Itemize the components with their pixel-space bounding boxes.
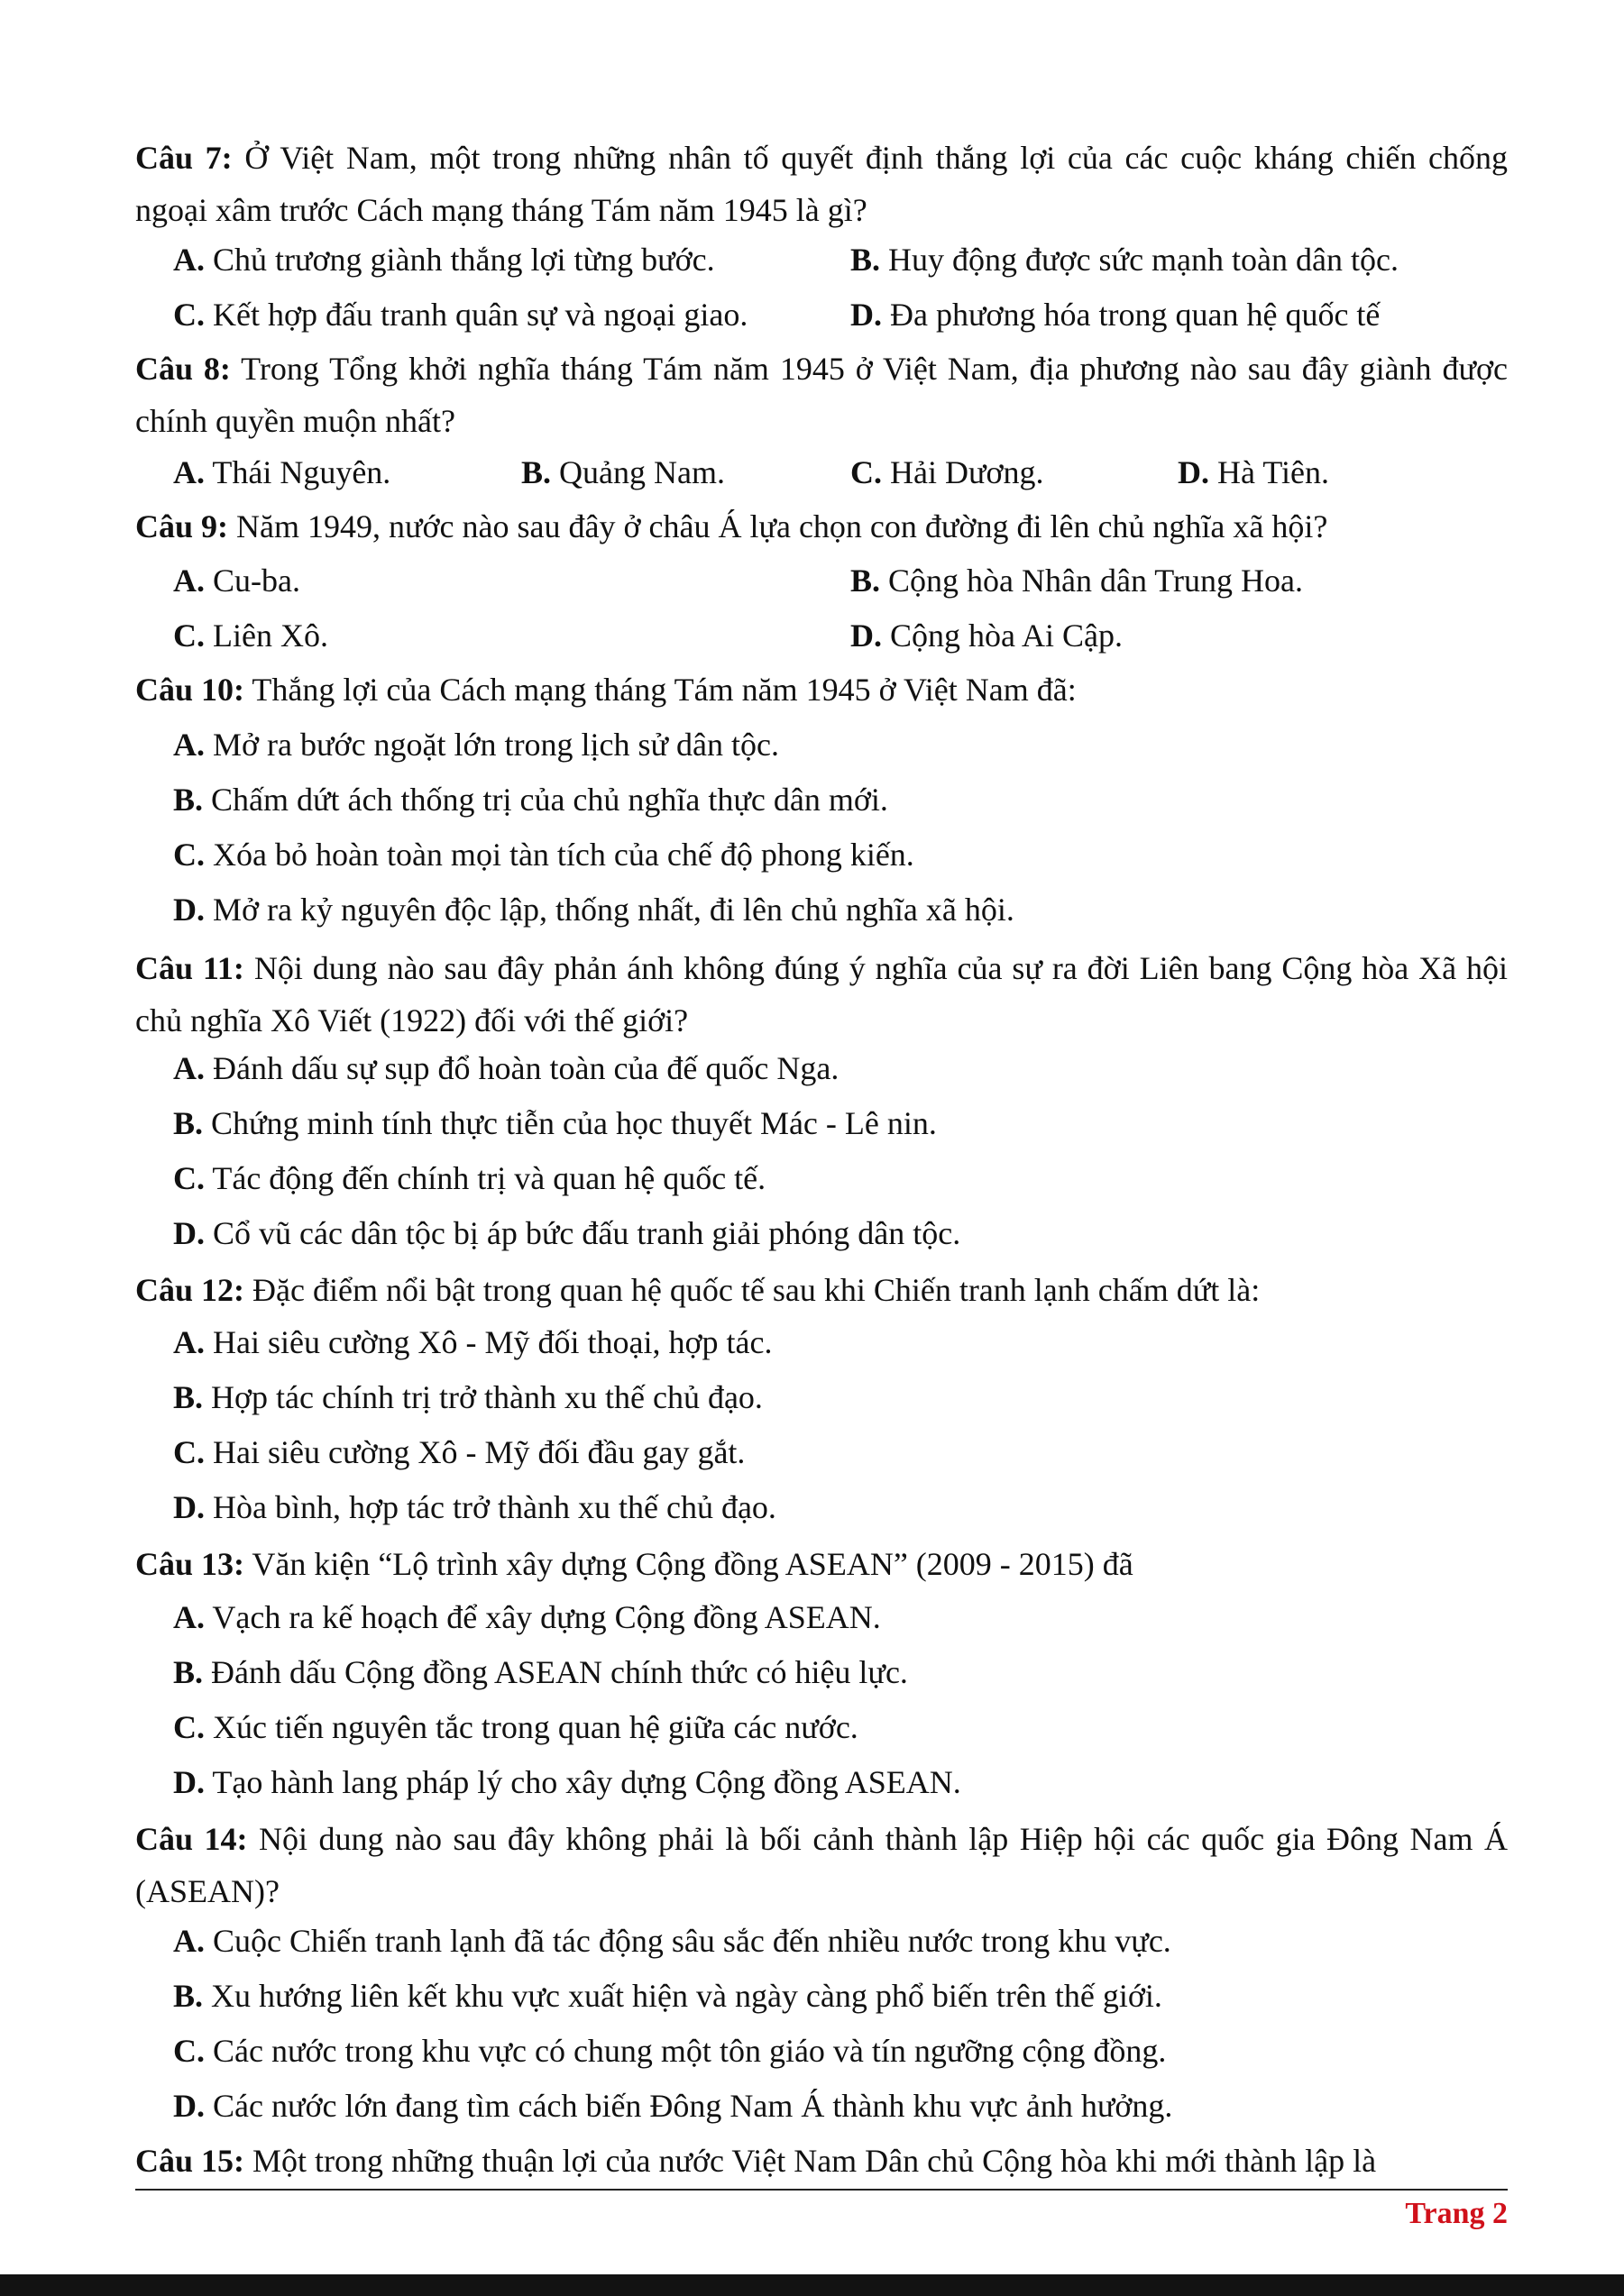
option-d: D. Các nước lớn đang tìm cách biến Đông Nam Á thành khu vực ảnh hưởng. (173, 2088, 1173, 2124)
option-c: C. Hải Dương. (850, 454, 1044, 490)
option-d: D. Cổ vũ các dân tộc bị áp bức đấu tranh giải phóng dân tộc. (173, 1215, 961, 1251)
footer-divider (135, 2189, 1508, 2191)
bottom-edge (0, 2274, 1624, 2296)
option-a: A. Chủ trương giành thắng lợi từng bước. (173, 242, 715, 278)
page-number: Trang 2 (1405, 2197, 1508, 2230)
option-d: D. Hòa bình, hợp tác trở thành xu thế chủ đạo. (173, 1489, 776, 1525)
option-a: A. Cuộc Chiến tranh lạnh đã tác động sâu sắc đến nhiều nước trong khu vực. (173, 1923, 1171, 1959)
option-d: D. Mở ra kỷ nguyên độc lập, thống nhất, đi lên chủ nghĩa xã hội. (173, 892, 1014, 928)
question-text: Nội dung nào sau đây phản ánh không đúng ý nghĩa của sự ra đời Liên bang Cộng hòa Xã hội chủ nghĩa Xô Viết (1922) đối với thế giới? (135, 950, 1508, 1038)
question-text: Năm 1949, nước nào sau đây ở châu Á lựa chọn con đường đi lên chủ nghĩa xã hội? (236, 508, 1328, 544)
option-d: D. Cộng hòa Ai Cập. (850, 617, 1123, 654)
question-label: Câu 14: (135, 1821, 248, 1857)
option-c: C. Kết hợp đấu tranh quân sự và ngoại giao. (173, 297, 748, 333)
question-12 (135, 1264, 1508, 1316)
question-label: Câu 11: (135, 950, 244, 986)
question-14 (135, 1813, 1508, 1917)
question-text: Ở Việt Nam, một trong những nhân tố quyết định thắng lợi của các cuộc kháng chiến chống ngoại xâm trước Cách mạng tháng Tám năm 1945 là gì? (135, 140, 1508, 228)
option-b: B. Huy động được sức mạnh toàn dân tộc. (850, 242, 1399, 278)
question-label: Câu 9: (135, 508, 229, 544)
question-13 (135, 1538, 1508, 1590)
question-label: Câu 12: (135, 1272, 245, 1308)
question-11 (135, 942, 1508, 1047)
option-b: B. Hợp tác chính trị trở thành xu thế chủ đạo. (173, 1379, 763, 1415)
question-text: Đặc điểm nổi bật trong quan hệ quốc tế sau khi Chiến tranh lạnh chấm dứt là: (252, 1272, 1261, 1308)
option-d: D. Đa phương hóa trong quan hệ quốc tế (850, 297, 1381, 333)
question-label: Câu 7: (135, 140, 233, 176)
option-c: C. Tác động đến chính trị và quan hệ quốc tế. (173, 1160, 766, 1196)
option-b: B. Cộng hòa Nhân dân Trung Hoa. (850, 563, 1303, 599)
option-a: A. Mở ra bước ngoặt lớn trong lịch sử dân tộc. (173, 727, 780, 763)
option-b: B. Xu hướng liên kết khu vực xuất hiện và ngày càng phổ biến trên thế giới. (173, 1978, 1162, 2014)
question-text: Văn kiện “Lộ trình xây dựng Cộng đồng ASEAN” (2009 - 2015) đã (252, 1546, 1133, 1582)
option-b: B. Chấm dứt ách thống trị của chủ nghĩa thực dân mới. (173, 782, 888, 818)
option-c: C. Liên Xô. (173, 617, 328, 654)
option-d: D. Tạo hành lang pháp lý cho xây dựng Cộng đồng ASEAN. (173, 1764, 961, 1800)
option-c: C. Xúc tiến nguyên tắc trong quan hệ giữa các nước. (173, 1709, 858, 1745)
option-c: C. Các nước trong khu vực có chung một tôn giáo và tín ngưỡng cộng đồng. (173, 2033, 1167, 2069)
option-a: A. Hai siêu cường Xô - Mỹ đối thoại, hợp tác. (173, 1324, 773, 1360)
option-c: C. Xóa bỏ hoàn toàn mọi tàn tích của chế độ phong kiến. (173, 837, 914, 873)
question-7 (135, 132, 1508, 236)
option-b: B. Đánh dấu Cộng đồng ASEAN chính thức có hiệu lực. (173, 1654, 908, 1690)
question-text: Một trong những thuận lợi của nước Việt Nam Dân chủ Cộng hòa khi mới thành lập là (252, 2143, 1377, 2179)
option-b: B. Quảng Nam. (521, 454, 725, 490)
question-label: Câu 15: (135, 2143, 245, 2179)
option-c: C. Hai siêu cường Xô - Mỹ đối đầu gay gắt. (173, 1434, 746, 1470)
question-text: Nội dung nào sau đây không phải là bối cảnh thành lập Hiệp hội các quốc gia Đông Nam Á (ASEAN)? (135, 1821, 1508, 1909)
question-15 (135, 2135, 1508, 2187)
question-text: Thắng lợi của Cách mạng tháng Tám năm 1945 ở Việt Nam đã: (252, 672, 1077, 708)
question-10 (135, 663, 1508, 716)
option-d: D. Hà Tiên. (1178, 454, 1330, 490)
question-8 (135, 343, 1508, 447)
option-b: B. Chứng minh tính thực tiễn của học thuyết Mác - Lê nin. (173, 1105, 937, 1141)
question-label: Câu 8: (135, 351, 231, 387)
option-a: A. Vạch ra kế hoạch để xây dựng Cộng đồng ASEAN. (173, 1599, 881, 1635)
question-label: Câu 10: (135, 672, 245, 708)
option-a: A. Đánh dấu sự sụp đổ hoàn toàn của đế quốc Nga. (173, 1050, 840, 1086)
option-a: A. Thái Nguyên. (173, 454, 391, 490)
question-label: Câu 13: (135, 1546, 245, 1582)
question-text: Trong Tổng khởi nghĩa tháng Tám năm 1945 ở Việt Nam, địa phương nào sau đây giành được chính quyền muộn nhất? (135, 351, 1508, 439)
question-9 (135, 500, 1508, 553)
option-a: A. Cu-ba. (173, 563, 300, 599)
